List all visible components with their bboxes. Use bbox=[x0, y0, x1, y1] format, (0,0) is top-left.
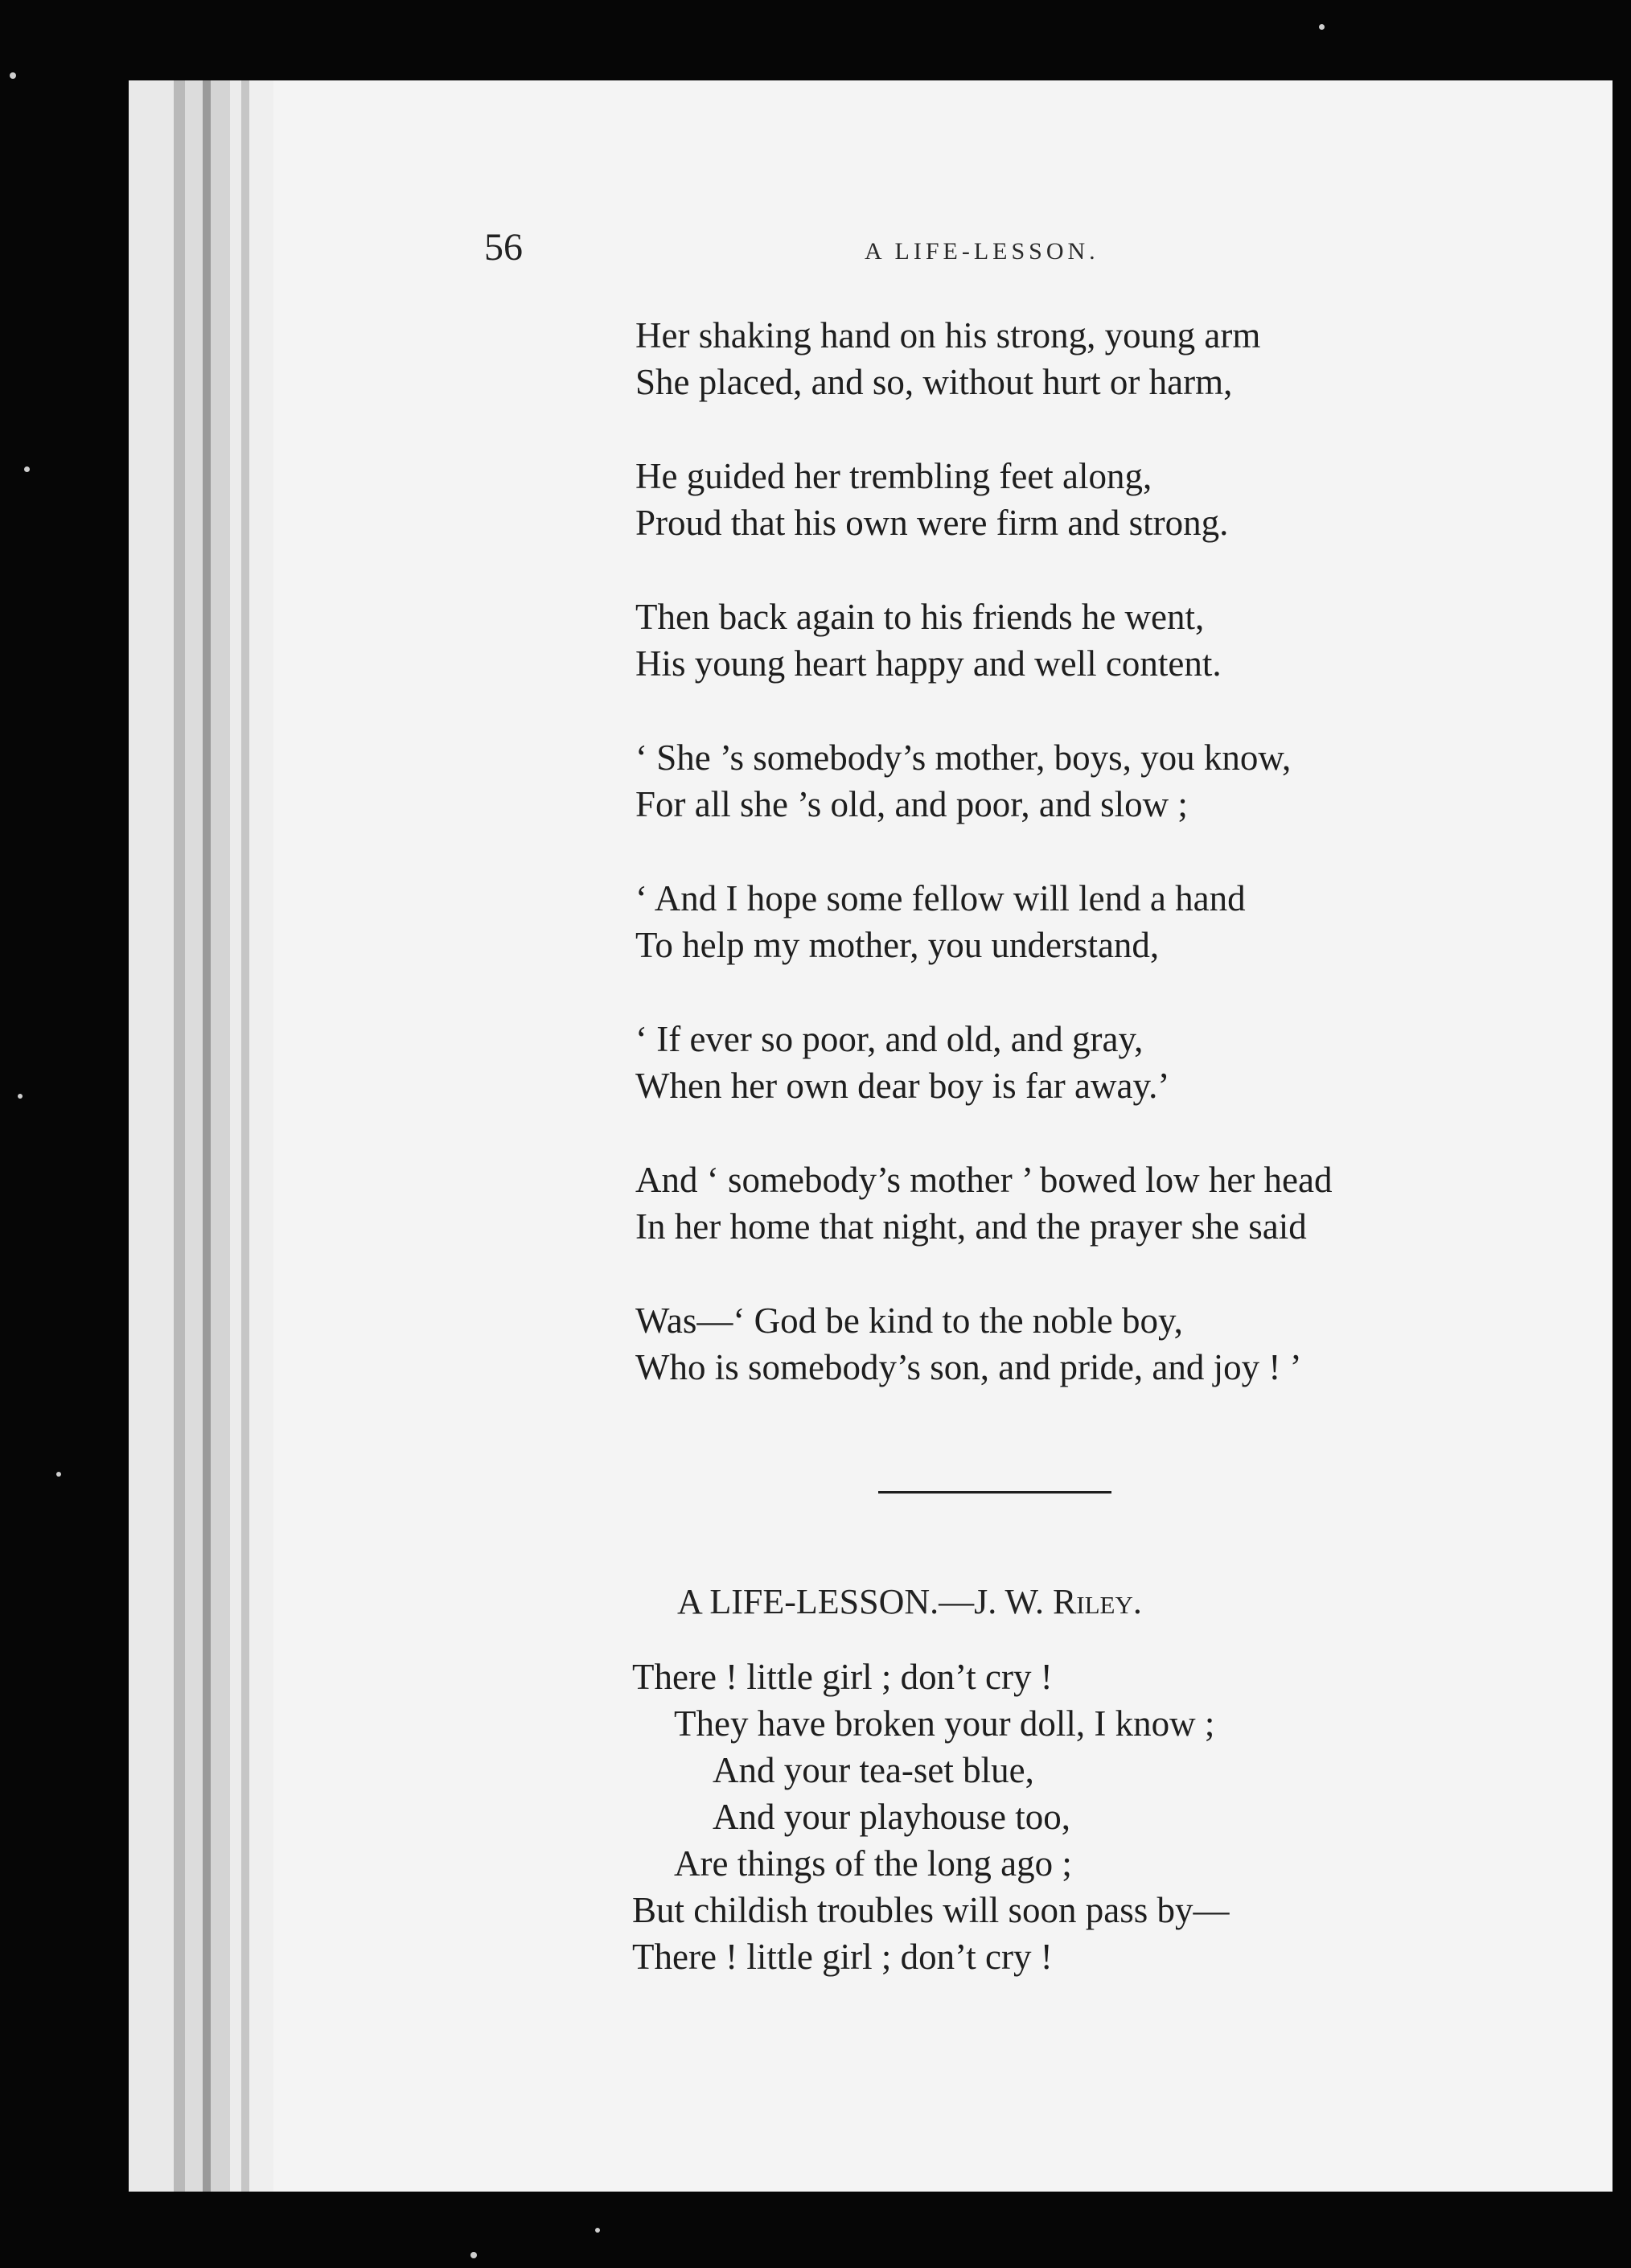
poem-line: They have broken your doll, I know ; bbox=[674, 1703, 1215, 1744]
poem-line: ‘ And I hope some fellow will lend a hand bbox=[635, 878, 1246, 918]
page-edge bbox=[185, 80, 203, 2192]
poem-title-text: A LIFE-LESSON.—J. W. bbox=[677, 1582, 1044, 1621]
poem-line: Her shaking hand on his strong, young arm bbox=[635, 315, 1261, 355]
poem-line: Who is somebody’s son, and pride, and joy ! ’ bbox=[635, 1347, 1302, 1387]
page-number: 56 bbox=[484, 226, 523, 269]
poem-line: When her own dear boy is far away.’ bbox=[635, 1066, 1170, 1106]
poem-line: His young heart happy and well content. bbox=[635, 643, 1222, 684]
dust-speck bbox=[18, 1094, 23, 1099]
page-edge bbox=[249, 80, 273, 2192]
dust-speck bbox=[1319, 24, 1325, 30]
poem-line: She placed, and so, without hurt or harm, bbox=[635, 362, 1233, 402]
poem-line: For all she ’s old, and poor, and slow ; bbox=[635, 784, 1188, 824]
dust-speck bbox=[470, 2252, 477, 2258]
stanza bbox=[635, 594, 1568, 687]
poem-line: He guided her trembling feet along, bbox=[635, 456, 1152, 496]
poem-line: Then back again to his friends he went, bbox=[635, 597, 1205, 637]
page-edge bbox=[203, 80, 211, 2192]
page-edge bbox=[211, 80, 230, 2192]
dust-speck bbox=[24, 466, 30, 472]
poem-line: And ‘ somebody’s mother ’ bowed low her head bbox=[635, 1160, 1333, 1200]
poem-line: ‘ She ’s somebody’s mother, boys, you know, bbox=[635, 738, 1292, 778]
stanza bbox=[635, 875, 1568, 968]
poem-line: To help my mother, you understand, bbox=[635, 925, 1160, 965]
poem-line: Was—‘ God be kind to the noble boy, bbox=[635, 1300, 1183, 1341]
poem-title bbox=[677, 1581, 1142, 1622]
poem-line: Proud that his own were firm and strong. bbox=[635, 503, 1229, 543]
stanza bbox=[635, 734, 1568, 828]
first-poem bbox=[635, 312, 1568, 1438]
stanza bbox=[635, 312, 1568, 405]
dust-speck bbox=[56, 1472, 61, 1477]
running-head: A LIFE-LESSON. bbox=[865, 238, 1099, 265]
page-edge bbox=[230, 80, 241, 2192]
page-edge bbox=[174, 80, 185, 2192]
stanza bbox=[635, 453, 1568, 546]
poem-line: In her home that night, and the prayer she said bbox=[635, 1206, 1307, 1247]
section-divider bbox=[878, 1491, 1111, 1494]
dust-speck bbox=[595, 2228, 600, 2233]
stanza bbox=[635, 1297, 1568, 1391]
dust-speck bbox=[10, 72, 16, 79]
poem-line: And your playhouse too, bbox=[713, 1797, 1070, 1837]
poem-line: And your tea-set blue, bbox=[713, 1750, 1034, 1790]
poem-line: ‘ If ever so poor, and old, and gray, bbox=[635, 1019, 1144, 1059]
stanza bbox=[635, 1016, 1568, 1109]
page-edge bbox=[129, 80, 174, 2192]
poem-line: There ! little girl ; don’t cry ! bbox=[632, 1657, 1053, 1697]
second-poem bbox=[632, 1654, 1565, 1980]
poem-line: There ! little girl ; don’t cry ! bbox=[632, 1937, 1053, 1977]
stanza bbox=[635, 1157, 1568, 1250]
poem-line: Are things of the long ago ; bbox=[674, 1843, 1072, 1884]
page-edge bbox=[241, 80, 249, 2192]
poem-author: Riley. bbox=[1052, 1582, 1142, 1621]
poem-line: But childish troubles will soon pass by— bbox=[632, 1890, 1230, 1930]
